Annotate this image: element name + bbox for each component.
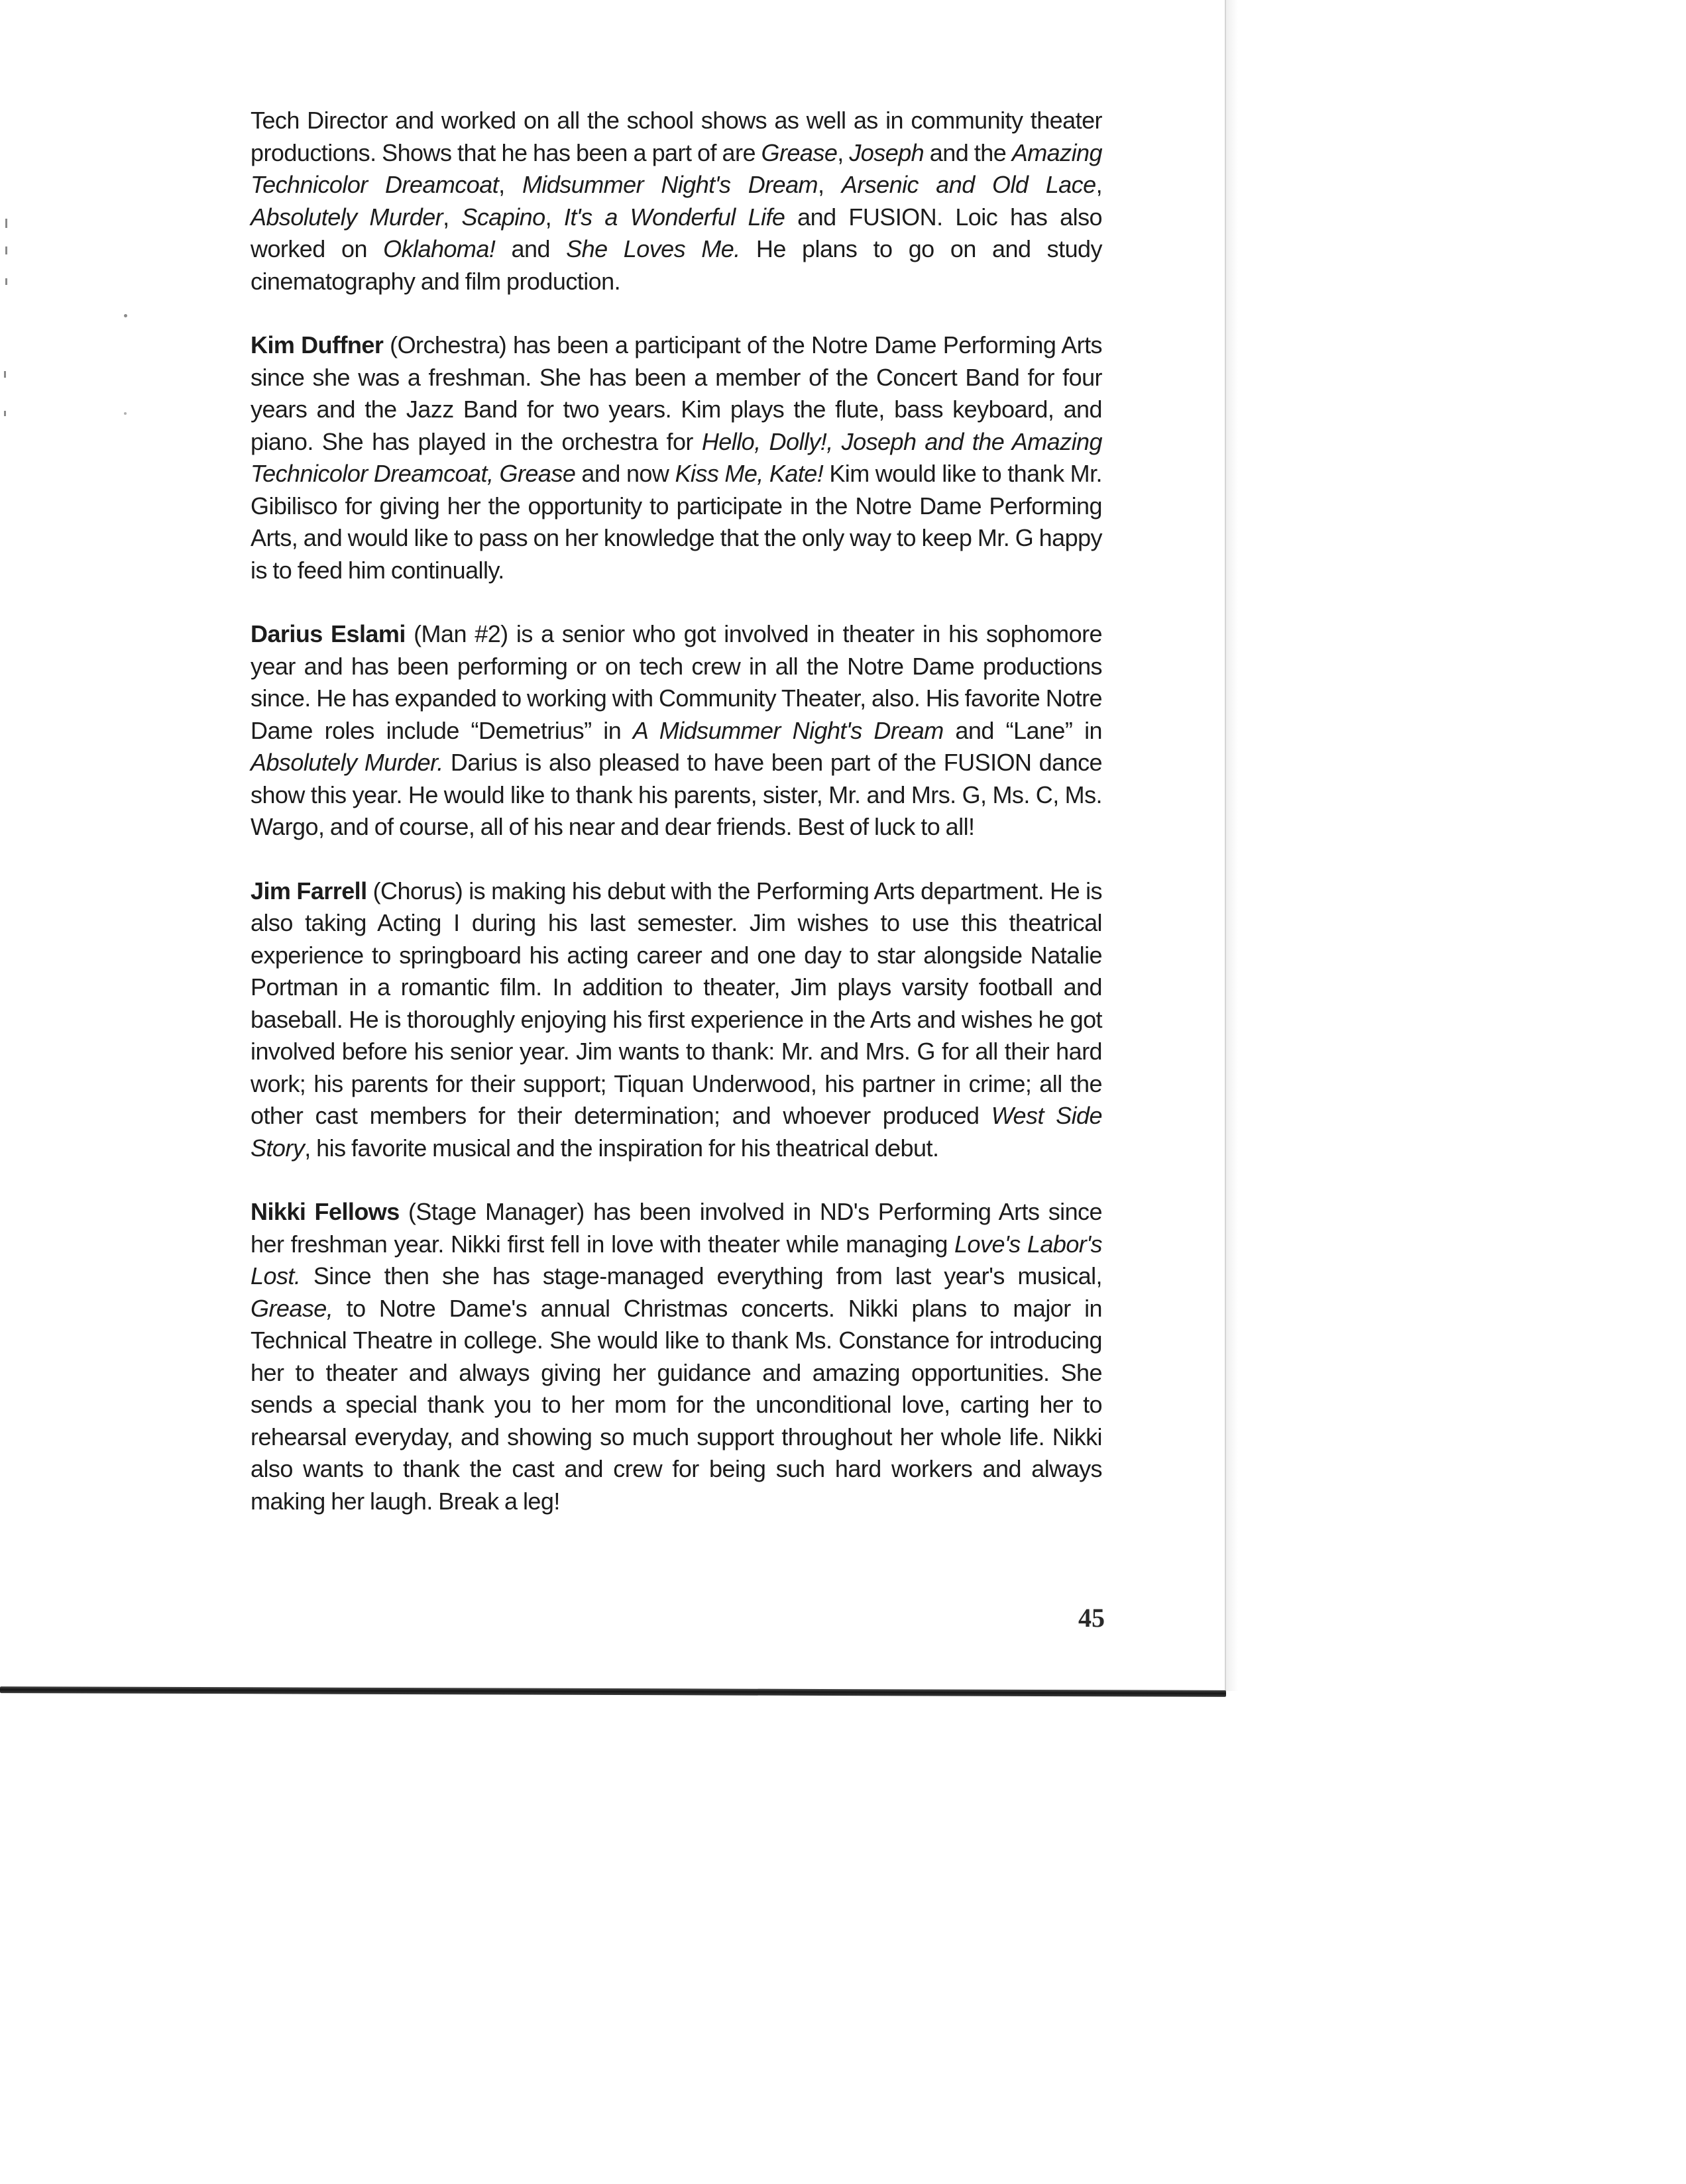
show-title: She Loves Me. xyxy=(566,235,740,262)
bio-paragraph xyxy=(251,618,1102,844)
scan-mark xyxy=(124,314,127,317)
bio-column xyxy=(251,105,1102,1549)
bio-text: Since then she has stage-managed everything from last year's musical, xyxy=(300,1262,1102,1289)
bio-text: and the xyxy=(924,138,1012,166)
bio-text: and xyxy=(495,235,567,262)
bio-text: Kim would like to thank Mr. Gibilisco for giving her the opportunity to participate in the Notre Dame Performing Arts, and would like to pass on her knowledge that the only way to keep Mr. G happy is to feed him continually. xyxy=(251,460,1102,584)
show-title: Joseph xyxy=(849,138,925,166)
bio-text: He plans to go on and study cinematography and film production. xyxy=(251,235,1102,295)
bio-text: , xyxy=(545,203,564,231)
bio-text: (Orchestra) has been a participant of the Notre Dame Performing Arts since she was a freshman. She has been a member of the Concert Band for four years and the Jazz Band for two years. Kim plays the flute, bass keyboard, and piano. She has played in the orchestra for xyxy=(251,331,1102,455)
show-title: Grease, xyxy=(251,1294,333,1322)
scan-mark xyxy=(5,278,7,285)
bio-text: Darius is also pleased to have been part of the FUSION dance show this year. He would like to thank his parents, sister, Mr. and Mrs. G, Ms. C, Ms. Wargo, and of course, all of his near and dear friends. Best of luck to all! xyxy=(251,749,1102,840)
bio-text: and “Lane” in xyxy=(943,716,1102,744)
scan-mark xyxy=(124,412,127,415)
show-title: Hello, Dolly!, Joseph and the Amazing Technicolor Dreamcoat, Grease xyxy=(251,427,1102,487)
bio-paragraph xyxy=(251,875,1102,1165)
bio-text: , xyxy=(837,138,850,166)
bio-paragraph xyxy=(251,105,1102,298)
bio-text: and FUSION. Loic has also worked on xyxy=(251,203,1102,262)
show-title: Grease xyxy=(761,138,838,166)
bio-text: and now xyxy=(575,460,675,487)
bio-text: , xyxy=(818,171,842,198)
bio-name: Kim Duffner xyxy=(251,331,384,358)
show-title: A Midsummer Night's Dream xyxy=(632,716,944,744)
bio-paragraph xyxy=(251,1196,1102,1517)
show-title: Amazing Technicolor Dreamcoat xyxy=(251,138,1102,198)
show-title: Scapino xyxy=(461,203,545,231)
bio-text: , xyxy=(498,171,522,198)
bio-text: , xyxy=(443,203,462,231)
bio-text: (Stage Manager) has been involved in ND's Performing Arts since her freshman year. Nikki first fell in love with theater while managing xyxy=(251,1198,1102,1258)
scan-mark xyxy=(5,219,7,228)
bio-text: (Man #2) is a senior who got involved in theater in his sophomore year and has been performing or on tech crew in all the Notre Dame productions since. He has expanded to working with Community Theater, also. His favorite Notre Dame roles include “Demetrius” in xyxy=(251,620,1102,744)
show-title: Absolutely Murder xyxy=(251,203,443,231)
show-title: Absolutely Murder. xyxy=(251,749,443,776)
bio-name: Jim Farrell xyxy=(251,877,367,904)
bio-paragraph xyxy=(251,329,1102,586)
show-title: It's a Wonderful Life xyxy=(563,203,785,231)
show-title: Midsummer Night's Dream xyxy=(522,171,818,198)
scan-mark xyxy=(5,246,7,254)
show-title: Love's Labor's Lost. xyxy=(251,1230,1102,1289)
bio-name: Darius Eslami xyxy=(251,620,406,647)
bio-name: Nikki Fellows xyxy=(251,1198,400,1225)
binding-edge-line xyxy=(1225,0,1226,1691)
bio-text: Tech Director and worked on all the school shows as well as in community theater productions. Shows that he has been a part of are xyxy=(251,107,1102,166)
bio-text: , xyxy=(1096,171,1103,198)
show-title: West Side Story xyxy=(251,1102,1102,1162)
scan-mark xyxy=(4,411,6,416)
page-bottom-rule xyxy=(0,1686,1226,1697)
bio-text: to Notre Dame's annual Christmas concerts. Nikki plans to major in Technical Theatre in college. She would like to thank Ms. Constance for introducing her to theater and always giving her guidance and amazing opportunities. She sends a special thank you to her mom for the unconditional love, carting her to rehearsal everyday, and showing so much support throughout her whole life. Nikki also wants to thank the cast and crew for being such hard workers and always making her laugh. Break a leg! xyxy=(251,1294,1102,1515)
show-title: Arsenic and Old Lace xyxy=(841,171,1096,198)
page-number: 45 xyxy=(1078,1603,1105,1633)
scan-mark xyxy=(4,371,6,378)
show-title: Kiss Me, Kate! xyxy=(675,460,824,487)
show-title: Oklahoma! xyxy=(383,235,496,262)
binding-fold-shadow xyxy=(1226,0,1238,1691)
bio-text: (Chorus) is making his debut with the Performing Arts department. He is also taking Acting I during his last semester. Jim wishes to use this theatrical experience to springboard his acting career and one day to star alongside Natalie Portman in a romantic film. In addition to theater, Jim plays varsity football and baseball. He is thoroughly enjoying his first experience in the Arts and wishes he got involved before his senior year. Jim wants to thank: Mr. and Mrs. G for all their hard work; his parents for their support; Tiquan Underwood, his partner in crime; all the other cast members for their determination; and whoever produced xyxy=(251,877,1102,1129)
bio-text: , his favorite musical and the inspiration for his theatrical debut. xyxy=(304,1134,939,1162)
